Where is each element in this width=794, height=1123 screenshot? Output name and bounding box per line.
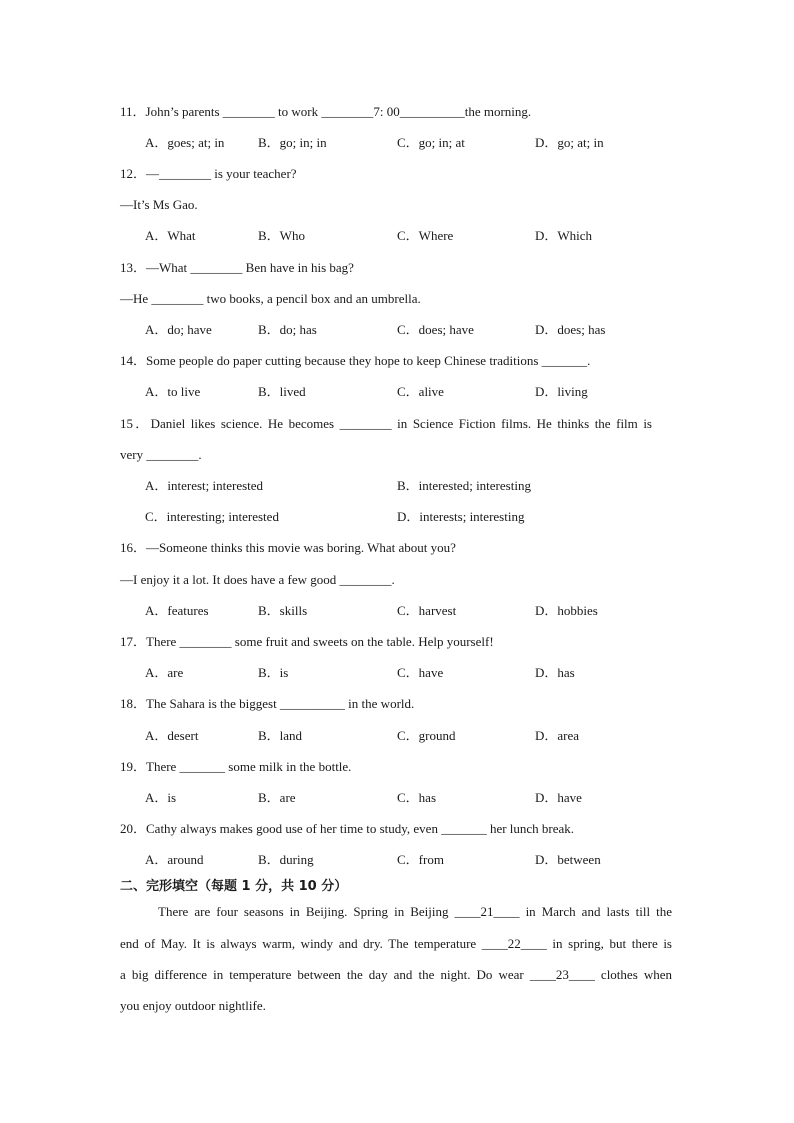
option-d[interactable]: D．does; has	[535, 322, 606, 337]
option-c[interactable]: C．has	[397, 790, 437, 805]
question-13-options	[145, 320, 685, 340]
question-16-stem: 16．—Someone thinks this movie was boring. What about you?	[120, 540, 456, 555]
option-a[interactable]: A．desert	[145, 728, 199, 743]
option-a[interactable]: A．features	[145, 603, 209, 618]
option-d[interactable]: D．has	[535, 665, 575, 680]
option-b[interactable]: B．land	[258, 728, 303, 743]
option-b[interactable]: B．Who	[258, 228, 305, 243]
option-c[interactable]: C．Where	[397, 228, 454, 243]
option-d[interactable]: D．have	[535, 790, 582, 805]
cloze-line-4: you enjoy outdoor nightlife.	[120, 998, 266, 1013]
option-c[interactable]: C．harvest	[397, 603, 457, 618]
question-17-options	[145, 663, 685, 683]
question-19-stem: 19．There _______ some milk in the bottle.	[120, 759, 352, 774]
question-14-options	[145, 382, 685, 402]
question-11-stem: 11．John’s parents ________ to work ________7: 00__________the morning.	[120, 104, 532, 119]
question-16-options	[145, 601, 685, 621]
option-d[interactable]: D．between	[535, 852, 601, 867]
question-14-stem: 14．Some people do paper cutting because they hope to keep Chinese traditions _______.	[120, 353, 591, 368]
option-a[interactable]: A．is	[145, 790, 177, 805]
option-a[interactable]: A．do; have	[145, 322, 212, 337]
question-13-stem: 13．—What ________ Ben have in his bag?	[120, 260, 354, 275]
option-a[interactable]: A．What	[145, 228, 196, 243]
option-c[interactable]: C．go; in; at	[397, 135, 465, 150]
cloze-line-2: end of May. It is always warm, windy and dry. The temperature ____22____ in spring, but there is	[120, 936, 672, 951]
question-17-stem: 17．There ________ some fruit and sweets on the table. Help yourself!	[120, 634, 494, 649]
option-b[interactable]: B．lived	[258, 384, 306, 399]
question-15-options-row-2	[145, 507, 685, 527]
option-c[interactable]: C．from	[397, 852, 444, 867]
option-c[interactable]: C．alive	[397, 384, 444, 399]
option-a[interactable]: A．to live	[145, 384, 201, 399]
option-c[interactable]: C．interesting; interested	[145, 509, 279, 524]
option-a[interactable]: A．around	[145, 852, 204, 867]
section-2-title: 二、完形填空（每题 1 分，共 10 分）	[120, 879, 348, 894]
option-d[interactable]: D．go; at; in	[535, 135, 604, 150]
option-b[interactable]: B．interested; interesting	[397, 478, 531, 493]
option-a[interactable]: A．are	[145, 665, 184, 680]
question-11-options	[145, 133, 685, 153]
option-b[interactable]: B．during	[258, 852, 314, 867]
option-c[interactable]: C．have	[397, 665, 444, 680]
option-c[interactable]: C．ground	[397, 728, 456, 743]
question-16-answer-line: —I enjoy it a lot. It does have a few good ________.	[120, 572, 395, 587]
question-20-stem: 20．Cathy always makes good use of her time to study, even _______ her lunch break.	[120, 821, 575, 836]
option-d[interactable]: D．Which	[535, 228, 593, 243]
cloze-line-3: a big difference in temperature between the day and the night. Do wear ____23____ clothes when	[120, 967, 672, 982]
option-a[interactable]: A．goes; at; in	[145, 135, 225, 150]
question-18-options	[145, 726, 685, 746]
question-12-stem: 12．—________ is your teacher?	[120, 166, 297, 181]
question-15-stem-continued: very ________.	[120, 447, 202, 462]
question-19-options	[145, 788, 685, 808]
question-15-options-row-1	[145, 476, 685, 496]
option-d[interactable]: D．interests; interesting	[397, 509, 525, 524]
question-12-options	[145, 226, 685, 246]
option-b[interactable]: B．skills	[258, 603, 308, 618]
option-b[interactable]: B．do; has	[258, 322, 317, 337]
option-b[interactable]: B．go; in; in	[258, 135, 327, 150]
question-18-stem: 18．The Sahara is the biggest __________ in the world.	[120, 696, 415, 711]
question-20-options	[145, 850, 685, 870]
option-d[interactable]: D．area	[535, 728, 580, 743]
question-13-answer-line: —He ________ two books, a pencil box and an umbrella.	[120, 291, 421, 306]
question-15-stem: 15．Daniel likes science. He becomes ________ in Science Fiction films. He thinks the film is	[120, 416, 652, 431]
option-d[interactable]: D．hobbies	[535, 603, 598, 618]
option-c[interactable]: C．does; have	[397, 322, 474, 337]
option-d[interactable]: D．living	[535, 384, 588, 399]
cloze-line-1: There are four seasons in Beijing. Spring in Beijing ____21____ in March and lasts till the	[158, 904, 672, 919]
question-12-answer-line: —It’s Ms Gao.	[120, 197, 198, 212]
option-b[interactable]: B．are	[258, 790, 296, 805]
option-a[interactable]: A．interest; interested	[145, 478, 264, 493]
option-b[interactable]: B．is	[258, 665, 289, 680]
